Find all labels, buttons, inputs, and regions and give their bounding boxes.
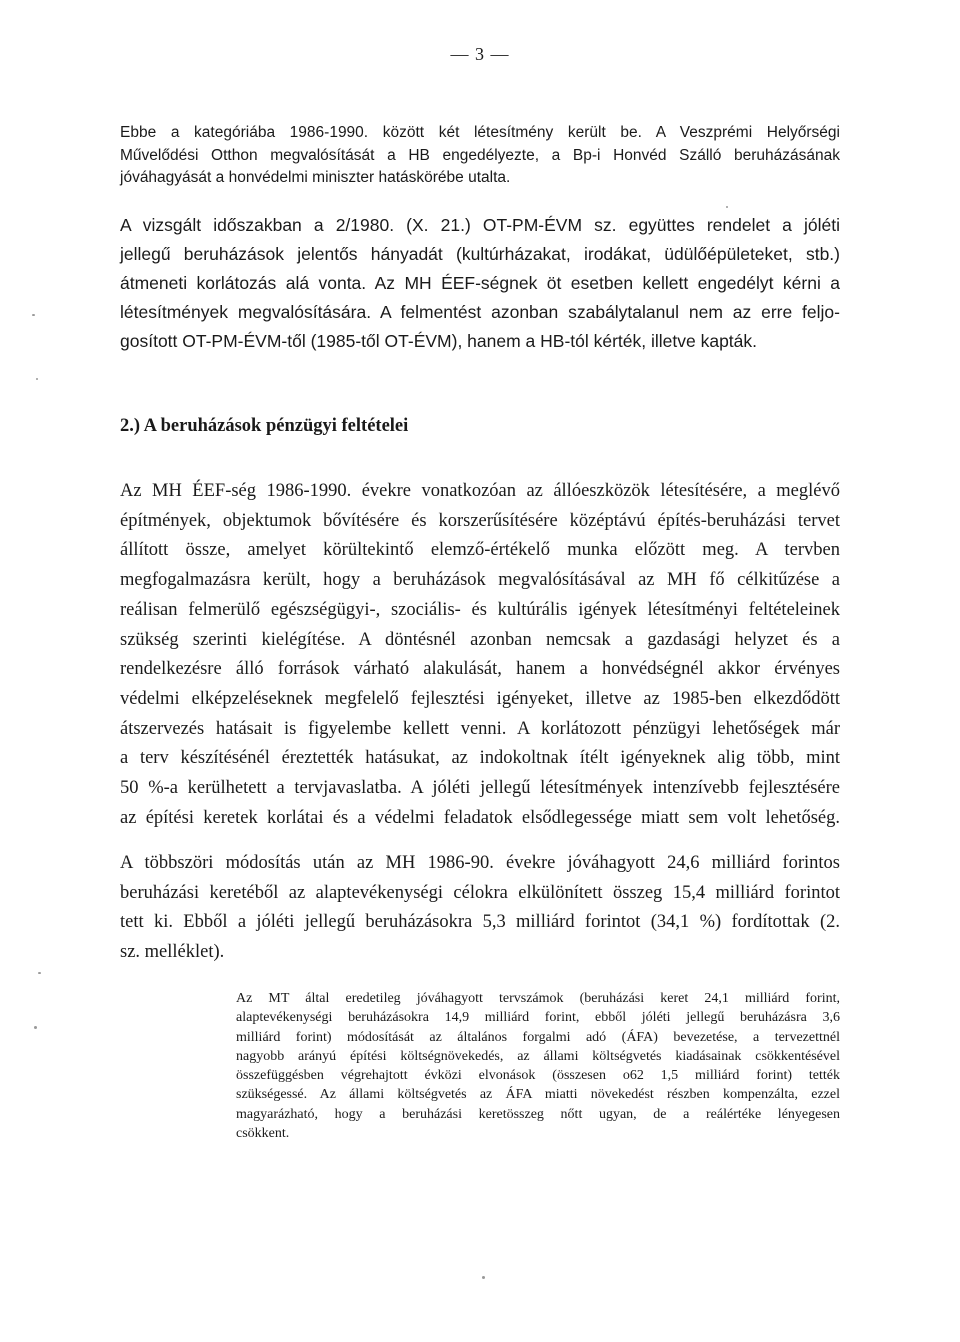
- text-line: megfogalmazásra került, hogy a beruházások megvalósításával az MH fő célkitűzése a: [120, 570, 840, 591]
- text-line: 50 %-a kerülhetett a tervjavaslatba. A jóléti jellegű létesítmények intenzívebb fejlesztésére: [120, 778, 840, 799]
- text-line: Az MH ÉEF-ség 1986-1990. évekre vonatkozóan az állóeszközök létesítésére, a meglévő: [120, 481, 840, 501]
- text-line: sz. melléklet).: [120, 942, 225, 963]
- text-line: csökkent.: [236, 1126, 290, 1142]
- text-line: gosított OT-PM-ÉVM-től (1985-től OT-ÉVM), hanem a HB-tól kérték, illetve kapták.: [120, 331, 758, 351]
- text-line: beruházási keretéből az alaptevékenységi célokra elkülönített összeg 15,4 milliárd forintot: [120, 882, 840, 903]
- text-line: átmeneti korlátozás alá vonta. Az MH ÉEF-ségnek öt esetben kellett engedélyt kérni a: [120, 273, 840, 293]
- text-line: létesítmények megvalósítására. A felmentést azonban szabálytalanul nem az erre feljo-: [120, 302, 840, 322]
- text-line: milliárd forint) módosítását az általános forgalmi adó (ÁFA) bevezetése, a tervezettnél: [236, 1029, 840, 1045]
- text-line: állított össze, amelyet körültekintő elemző-értékelő munka előzött meg. A tervben: [120, 540, 840, 561]
- text-line: Művelődési Otthon megvalósítását a HB engedélyezte, a Bp-i Honvéd Szálló beruházásának: [120, 146, 840, 164]
- page-number: — 3 —: [450, 44, 510, 64]
- note-paragraph: [236, 989, 840, 1143]
- text-line: A többszöri módosítás után az MH 1986-90. évekre jóváhagyott 24,6 milliárd forintos: [120, 853, 840, 873]
- text-line: reálisan felmerülő egészségügyi-, szociális- és kultúrális igények létesítményi feltételeinek: [120, 599, 840, 620]
- section-heading: 2.) A beruházások pénzügyi feltételei: [120, 416, 409, 436]
- text-line: tett ki. Ebből a jóléti jellegű beruházásokra 5,3 milliárd forintot (34,1 %) fordítottak (2.: [120, 912, 840, 933]
- text-line: építmények, objektumok bővítésére és korszerűsítésére középtávú építés-beruházási tervet: [120, 510, 840, 531]
- intro-paragraph: [120, 122, 840, 190]
- text-line: magyarázható, hogy a beruházási keretösszeg nőtt ugyan, de a reálértéke lényegesen: [236, 1106, 840, 1122]
- scan-speck: [38, 972, 41, 974]
- text-line: átszervezés hatásait is figyelembe kellett venni. A korlátozott pénzügyi lehetőségek már: [120, 718, 840, 739]
- text-line: A vizsgált időszakban a 2/1980. (X. 21.) OT-PM-ÉVM sz. együttes rendelet a jóléti: [120, 215, 840, 235]
- text-line: az építési keretek korlátai és a védelmi feladatok elsődlegessége miatt sem volt lehetőség.: [120, 807, 840, 828]
- scan-speck: [482, 1276, 485, 1279]
- text-line: alaptevékenységi beruházásokra 14,9 milliárd forint, ebből jóléti jellegű beruházásra 3,6: [236, 1010, 840, 1026]
- text-line: Az MT által eredetileg jóváhagyott tervszámok (beruházási keret 24,1 milliárd forint,: [236, 991, 840, 1006]
- text-line: rendelkezésre álló források várható alakulását, hanem a honvédségnél akkor érvényes: [120, 659, 840, 680]
- scan-speck: [32, 314, 35, 316]
- text-line: nagyobb arányú építési költségnövekedés, az állami költségvetés kiadásainak csökkentésével: [236, 1048, 840, 1064]
- scan-speck: [36, 378, 38, 380]
- scan-speck: [34, 1026, 37, 1029]
- text-line: jóváhagyását a honvédelmi miniszter hatáskörébe utalta.: [120, 169, 511, 186]
- text-line: a terv készítésénél éreztették hatásukat, az indokoltnak ítélt igényeknek alig több, mint: [120, 748, 840, 769]
- scan-speck: [726, 206, 728, 208]
- text-line: védelmi elképzeléseknek megfelelő fejlesztési igényeket, illetve az 1985-ben elkezdődött: [120, 688, 840, 709]
- text-line: szükségessé. Az állami költségvetés az ÁFA miatti növekedést részben kompenzálta, ezzel: [236, 1087, 840, 1103]
- text-line: jellegű beruházások jelentős hányadát (kultúrházakat, irodákat, üdülőépületeket, stb.): [120, 244, 840, 264]
- text-line: összefüggésben végrehajtott évközi elvonások (összesen o62 1,5 milliárd forint) tették: [236, 1068, 840, 1084]
- paragraph-budget: [120, 849, 840, 968]
- paragraph-financing: [120, 477, 840, 833]
- paragraph-regulation: [120, 211, 840, 356]
- text-line: szükség szerinti kielégítése. A döntésnél azonban nemcsak a gazdasági helyzet és a: [120, 629, 840, 650]
- text-line: Ebbe a kategóriába 1986-1990. között két létesítmény került be. A Veszprémi Helyőrségi: [120, 124, 840, 141]
